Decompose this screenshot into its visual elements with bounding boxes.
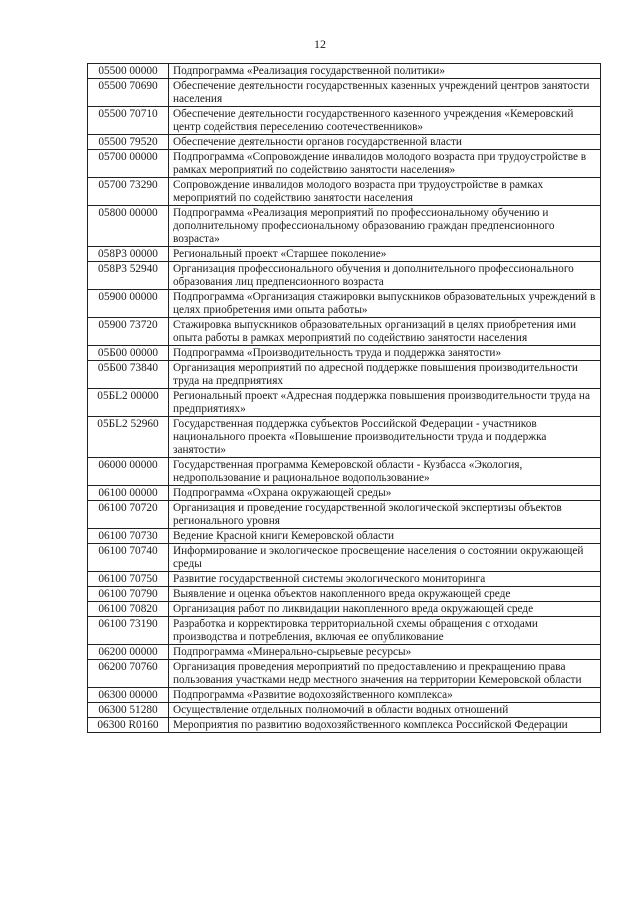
row-name: Разработка и корректировка территориальной схемы обращения с отходами производства и потребления, включая ее опубликование xyxy=(169,617,601,645)
table-row xyxy=(88,64,601,79)
row-code: 05500 70710 xyxy=(88,107,169,135)
row-name: Подпрограмма «Реализация государственной политики» xyxy=(169,64,601,79)
table-row xyxy=(88,417,601,458)
row-code: 05800 00000 xyxy=(88,206,169,247)
table-row xyxy=(88,150,601,178)
table-body xyxy=(88,64,601,733)
row-code: 05900 73720 xyxy=(88,318,169,346)
row-code: 05БL2 52960 xyxy=(88,417,169,458)
row-name: Организация и проведение государственной экологической экспертизы объектов регионального уровня xyxy=(169,501,601,529)
row-name: Осуществление отдельных полномочий в области водных отношений xyxy=(169,703,601,718)
table-row xyxy=(88,178,601,206)
row-code: 06100 70750 xyxy=(88,572,169,587)
row-name: Подпрограмма «Развитие водохозяйственного комплекса» xyxy=(169,688,601,703)
row-code: 06200 70760 xyxy=(88,660,169,688)
row-code: 05500 00000 xyxy=(88,64,169,79)
table-row xyxy=(88,290,601,318)
row-code: 058P3 52940 xyxy=(88,262,169,290)
table-row xyxy=(88,718,601,733)
row-name: Стажировка выпускников образовательных организаций в целях приобретения ими опыта работы в рамках мероприятий по содействию занятости населения xyxy=(169,318,601,346)
row-name: Ведение Красной книги Кемеровской области xyxy=(169,529,601,544)
table-row xyxy=(88,645,601,660)
row-name: Государственная поддержка субъектов Российской Федерации - участников национального проекта «Повышение производительности труда и поддержка занятости» xyxy=(169,417,601,458)
row-code: 06300 R0160 xyxy=(88,718,169,733)
table-row xyxy=(88,587,601,602)
table-row xyxy=(88,389,601,417)
row-name: Подпрограмма «Минерально-сырьевые ресурсы» xyxy=(169,645,601,660)
row-code: 06100 70740 xyxy=(88,544,169,572)
table-row xyxy=(88,206,601,247)
budget-classification-table xyxy=(87,63,601,733)
table-row xyxy=(88,660,601,688)
row-code: 06100 73190 xyxy=(88,617,169,645)
row-code: 05Б00 73840 xyxy=(88,361,169,389)
page-number: 12 xyxy=(314,37,326,51)
row-name: Подпрограмма «Охрана окружающей среды» xyxy=(169,486,601,501)
table-row xyxy=(88,346,601,361)
row-code: 06100 70790 xyxy=(88,587,169,602)
row-code: 05700 73290 xyxy=(88,178,169,206)
table-row xyxy=(88,529,601,544)
row-name: Мероприятия по развитию водохозяйственного комплекса Российской Федерации xyxy=(169,718,601,733)
row-code: 06100 70730 xyxy=(88,529,169,544)
row-code: 05900 00000 xyxy=(88,290,169,318)
table-row xyxy=(88,703,601,718)
table-row xyxy=(88,107,601,135)
row-name: Региональный проект «Старшее поколение» xyxy=(169,247,601,262)
row-name: Подпрограмма «Реализация мероприятий по профессиональному обучению и дополнительному профессиональному образованию граждан предпенсионного возраста» xyxy=(169,206,601,247)
row-name: Подпрограмма «Организация стажировки выпускников образовательных учреждений в целях приобретения ими опыта работы» xyxy=(169,290,601,318)
table-row xyxy=(88,135,601,150)
table-row xyxy=(88,617,601,645)
row-name: Государственная программа Кемеровской области - Кузбасса «Экология, недропользование и рациональное водопользование» xyxy=(169,458,601,486)
table-row xyxy=(88,688,601,703)
table-row xyxy=(88,458,601,486)
row-name: Сопровождение инвалидов молодого возраста при трудоустройстве в рамках мероприятий по содействию занятости населения xyxy=(169,178,601,206)
row-code: 05500 70690 xyxy=(88,79,169,107)
row-code: 06100 00000 xyxy=(88,486,169,501)
table-row xyxy=(88,602,601,617)
table-row xyxy=(88,318,601,346)
table-row xyxy=(88,572,601,587)
row-code: 05700 00000 xyxy=(88,150,169,178)
row-name: Организация проведения мероприятий по предоставлению и прекращению права пользования участками недр местного значения на территории Кемеровской области xyxy=(169,660,601,688)
table-row xyxy=(88,544,601,572)
row-name: Региональный проект «Адресная поддержка повышения производительности труда на предприятиях» xyxy=(169,389,601,417)
table-row xyxy=(88,79,601,107)
table-row xyxy=(88,262,601,290)
row-name: Организация работ по ликвидации накопленного вреда окружающей среде xyxy=(169,602,601,617)
row-code: 06100 70720 xyxy=(88,501,169,529)
row-name: Обеспечение деятельности органов государственной власти xyxy=(169,135,601,150)
row-code: 05БL2 00000 xyxy=(88,389,169,417)
row-code: 05Б00 00000 xyxy=(88,346,169,361)
table-row xyxy=(88,247,601,262)
row-code: 06000 00000 xyxy=(88,458,169,486)
row-code: 06200 00000 xyxy=(88,645,169,660)
row-code: 06300 51280 xyxy=(88,703,169,718)
row-name: Подпрограмма «Производительность труда и поддержка занятости» xyxy=(169,346,601,361)
row-code: 06300 00000 xyxy=(88,688,169,703)
table-row xyxy=(88,361,601,389)
row-name: Обеспечение деятельности государственных казенных учреждений центров занятости населения xyxy=(169,79,601,107)
row-name: Развитие государственной системы экологического мониторинга xyxy=(169,572,601,587)
table-row xyxy=(88,501,601,529)
row-code: 06100 70820 xyxy=(88,602,169,617)
row-code: 05500 79520 xyxy=(88,135,169,150)
row-name: Организация профессионального обучения и дополнительного профессионального образования лиц предпенсионного возраста xyxy=(169,262,601,290)
row-code: 058P3 00000 xyxy=(88,247,169,262)
row-name: Организация мероприятий по адресной поддержке повышения производительности труда на предприятиях xyxy=(169,361,601,389)
table-row xyxy=(88,486,601,501)
row-name: Подпрограмма «Сопровождение инвалидов молодого возраста при трудоустройстве в рамках мероприятий по содействию занятости населения» xyxy=(169,150,601,178)
row-name: Информирование и экологическое просвещение населения о состоянии окружающей среды xyxy=(169,544,601,572)
row-name: Обеспечение деятельности государственного казенного учреждения «Кемеровский центр содействия переселению соотечественников» xyxy=(169,107,601,135)
row-name: Выявление и оценка объектов накопленного вреда окружающей среде xyxy=(169,587,601,602)
